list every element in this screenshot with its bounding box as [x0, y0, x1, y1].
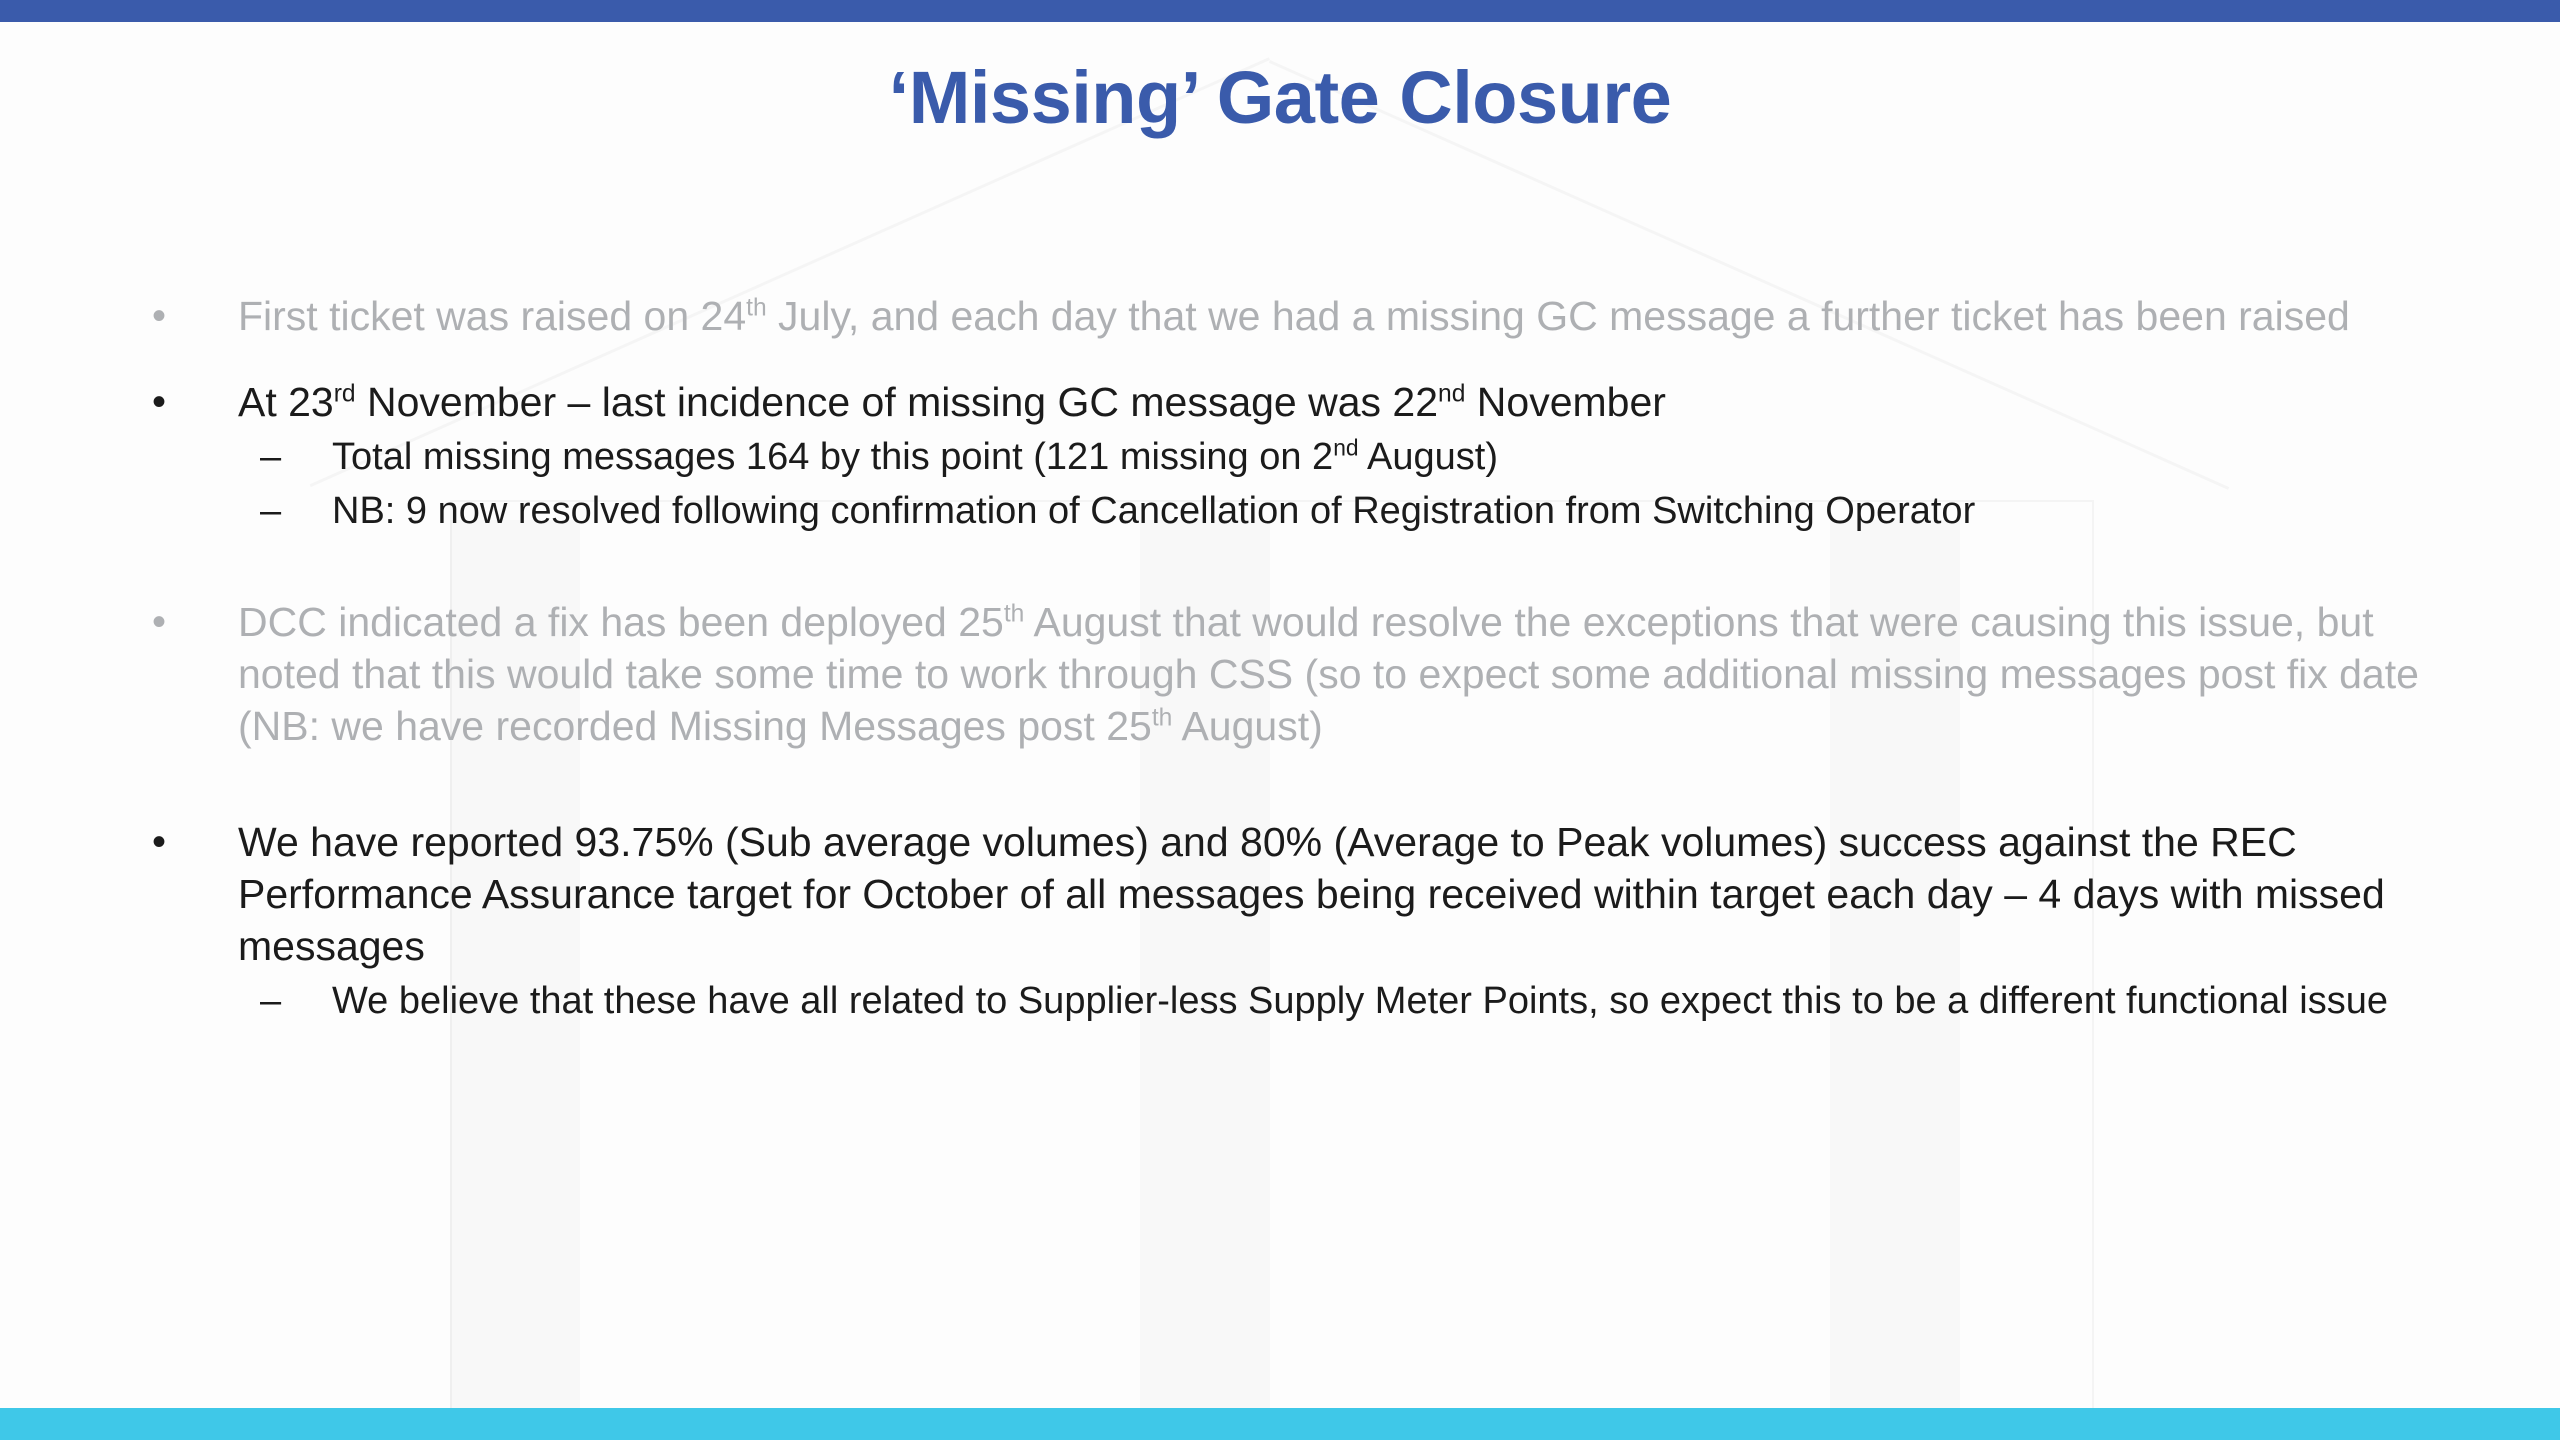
bullet-item [140, 432, 2430, 482]
bullet-marker: • [152, 820, 167, 864]
bullet-marker: • [152, 600, 167, 644]
bullet-text: We believe that these have all related to Supplier-less Supply Meter Points, so expect this to be a different functional issue [332, 980, 2388, 1022]
slide-title: ‘Missing’ Gate Closure [888, 56, 1672, 139]
slide-body [140, 290, 2430, 1030]
bullet-text: At 23rd November – last incidence of missing GC message was 22nd November [238, 379, 1666, 425]
bullet-item [140, 290, 2430, 342]
bullet-item [140, 976, 2430, 1026]
bullet-item [140, 596, 2430, 752]
top-accent-bar [0, 0, 2560, 22]
bullet-text: DCC indicated a fix has been deployed 25th August that would resolve the exceptions that were causing this issue, but noted that this would take some time to work through CSS (so to expect some additional missing messages post fix date (NB: we have recorded Missing Messages post 25th August) [238, 599, 2419, 749]
bullet-text: We have reported 93.75% (Sub average volumes) and 80% (Average to Peak volumes) success against the REC Performance Assurance target for October of all messages being received within target each day – 4 days with missed messages [238, 819, 2385, 969]
spacer [140, 756, 2430, 816]
bullet-item [140, 376, 2430, 428]
bullet-text: First ticket was raised on 24th July, and each day that we had a missing GC message a further ticket has been raised [238, 293, 2350, 339]
bullet-marker: • [152, 380, 167, 424]
bullet-marker: – [260, 490, 282, 532]
spacer [140, 346, 2430, 376]
bottom-accent-bar [0, 1408, 2560, 1440]
spacer [140, 540, 2430, 596]
bullet-marker: – [260, 980, 282, 1022]
bullet-marker: – [260, 436, 282, 478]
bullet-marker: • [152, 294, 167, 338]
bullet-text: NB: 9 now resolved following confirmation of Cancellation of Registration from Switching Operator [332, 490, 1976, 532]
bullet-item [140, 486, 2430, 536]
bullet-text: Total missing messages 164 by this point (121 missing on 2nd August) [332, 434, 1498, 478]
bullet-item [140, 816, 2430, 972]
